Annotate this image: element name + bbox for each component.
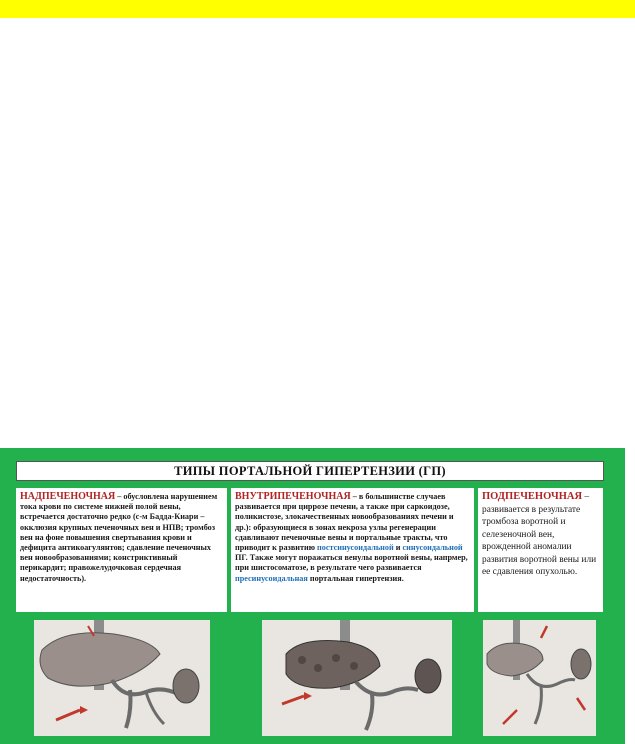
suprahepatic-text: – обусловлена нарушением тока крови по системе нижней полой вены, встречается достаточно редко (с-м Бадда-Киари – окклюзия крупных печеночных вен и НПВ; тромбоз вен на фоне повышения свертывания крови и дефицита антикоагулянтов; сдавление печеночных вен новообразованиями; констриктивный перикардит; правожелудочковая сердечная недостаточность). bbox=[20, 492, 218, 583]
postsinusoidal-term: постсинусоидальной bbox=[317, 543, 394, 553]
subhepatic-heading: ПОДПЕЧЕНОЧНАЯ bbox=[482, 491, 583, 502]
sinusoidal-term: синусоидальной bbox=[402, 543, 463, 553]
intrahepatic-text-b: и bbox=[393, 543, 403, 553]
subhepatic-illustration bbox=[483, 620, 596, 736]
suprahepatic-heading: НАДПЕЧЕНОЧНАЯ bbox=[20, 491, 116, 502]
subhepatic-text: – развивается в результате тромбоза воротной и селезеночной вен, врожденной аномалии развития воротной вены или ее сдавления опухолью. bbox=[482, 492, 597, 577]
intrahepatic-text-a: – в большинстве случаев развивается при циррозе печени, а также при саркоидозе, поликистозе, злокачественных новообразованиях печени и др.): образующиеся в зонах некроза узлы регенерации сдавливают печеночные вены и портальные тракты, что приводит к развитию bbox=[235, 492, 454, 553]
intrahepatic-column bbox=[231, 488, 474, 612]
intrahepatic-text-c: ПГ. Также могут поражаться венулы воротной вены, напрмер, при шистосоматозе, в результате чего развивается bbox=[235, 553, 468, 573]
yellow-banner bbox=[0, 0, 635, 18]
intrahepatic-text-d: портальная гипертензия. bbox=[307, 573, 404, 583]
subhepatic-column bbox=[478, 488, 603, 612]
intrahepatic-illustration bbox=[262, 620, 452, 736]
suprahepatic-illustration bbox=[34, 620, 210, 736]
slide-title: ТИПЫ ПОРТАЛЬНОЙ ГИПЕРТЕНЗИИ (ГП) bbox=[16, 461, 604, 481]
intrahepatic-heading: ВНУТРИПЕЧЕНОЧНАЯ bbox=[235, 491, 351, 502]
suprahepatic-column bbox=[16, 488, 227, 612]
presinusoidal-term: пресинусоидальная bbox=[235, 573, 308, 583]
slide-panel bbox=[0, 448, 625, 744]
